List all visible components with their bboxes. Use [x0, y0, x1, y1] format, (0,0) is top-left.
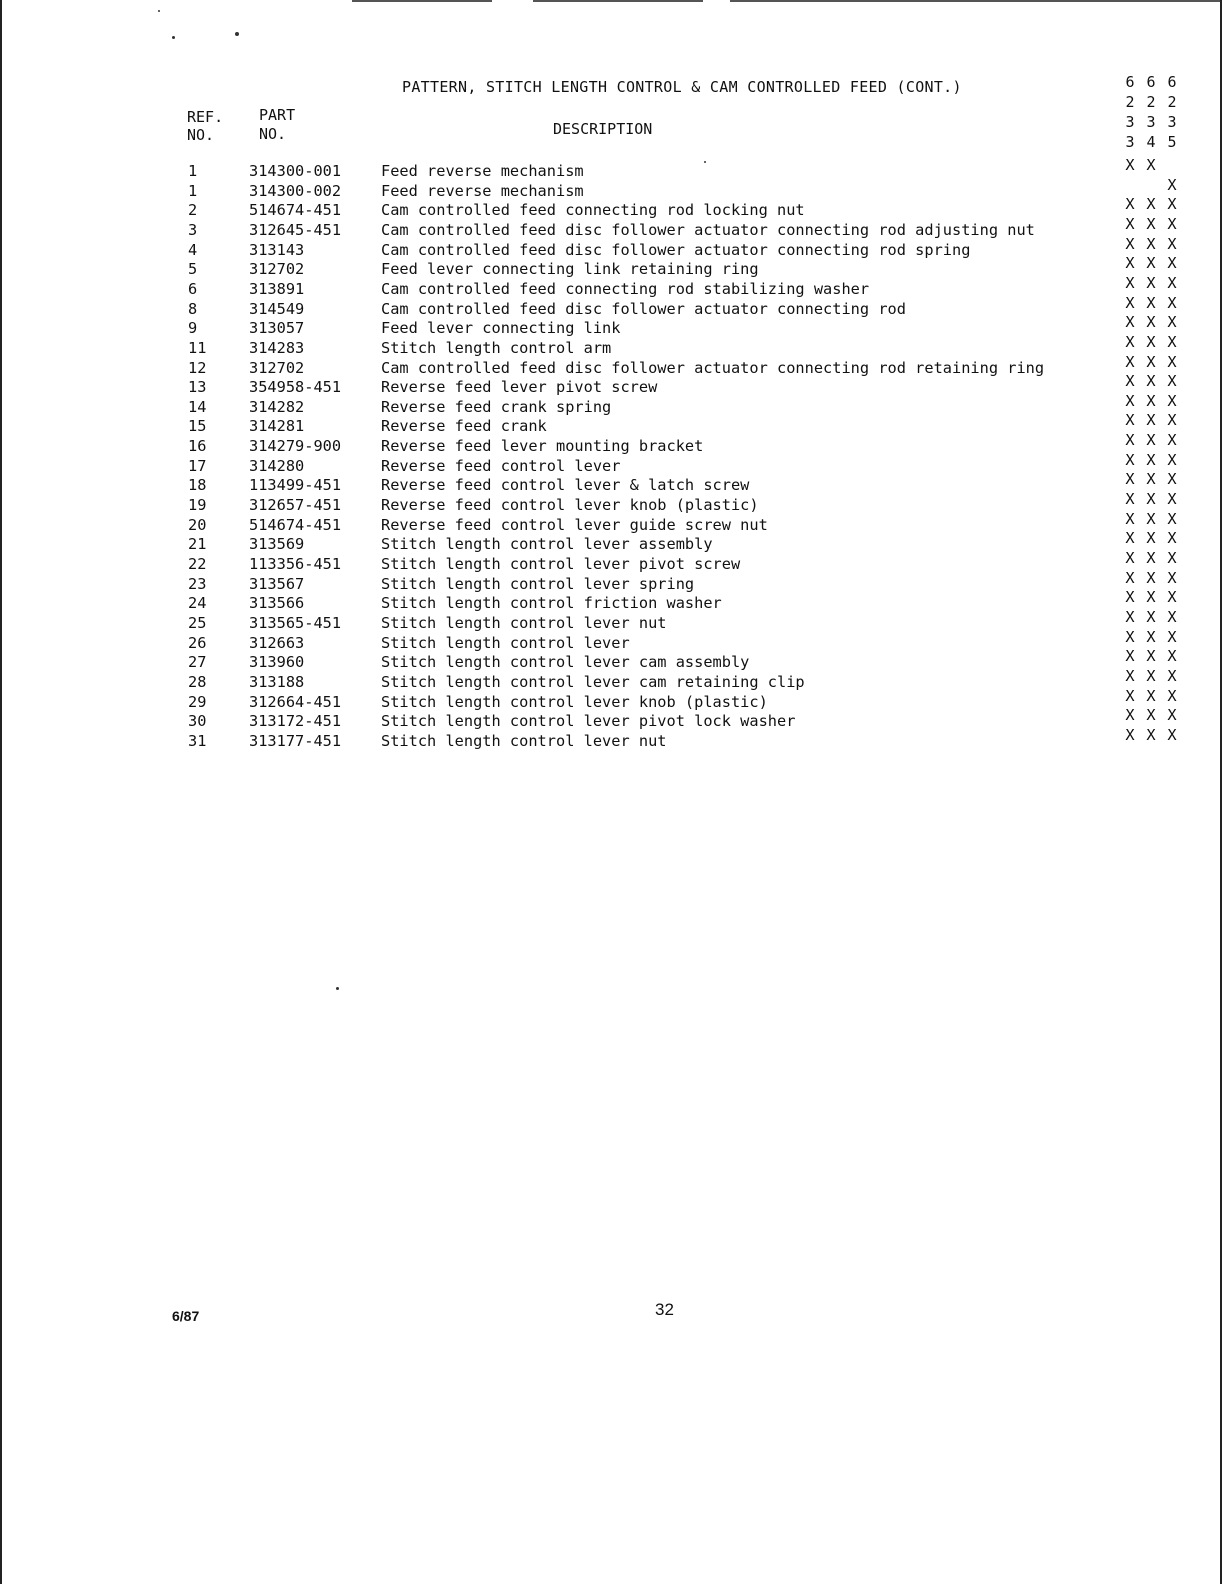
ref-number: 27	[188, 653, 207, 672]
model-applicability	[1121, 235, 1181, 253]
model-applicability	[1121, 392, 1181, 410]
part-number: 312702	[249, 358, 305, 377]
part-number: 313567	[249, 574, 305, 593]
ref-number: 4	[188, 240, 198, 259]
part-description: Cam controlled feed disc follower actuator connecting rod	[381, 299, 906, 318]
model-mark: X	[1146, 529, 1156, 548]
model-applicability	[1121, 647, 1181, 665]
ref-number: 30	[188, 712, 207, 731]
model-mark: X	[1146, 627, 1156, 646]
model-mark: X	[1125, 509, 1135, 528]
ref-number: 19	[188, 496, 207, 514]
table-row	[0, 411, 1222, 437]
model-applicability	[1121, 411, 1181, 429]
table-row	[0, 372, 1222, 398]
model-applicability	[1121, 569, 1181, 587]
part-description: Feed reverse mechanism	[381, 181, 584, 200]
model-mark: X	[1125, 725, 1135, 744]
part-number: 312645-451	[249, 220, 342, 239]
ref-number: 13	[188, 378, 207, 397]
part-number: 314300-001	[249, 162, 342, 180]
model-digit: 4	[1146, 133, 1156, 151]
model-mark: X	[1125, 666, 1135, 685]
model-mark: X	[1167, 254, 1177, 273]
part-number: 314279-900	[249, 437, 342, 456]
model-mark: X	[1146, 706, 1156, 725]
table-row	[0, 529, 1222, 555]
model-mark: X	[1167, 607, 1177, 626]
table-row	[0, 509, 1222, 536]
section-title: PATTERN, STITCH LENGTH CONTROL & CAM CONTROLLED FEED (CONT.)	[402, 78, 962, 96]
table-row	[0, 156, 1222, 182]
part-description: Cam controlled feed connecting rod locking nut	[381, 201, 805, 220]
ref-number: 23	[188, 574, 207, 593]
model-mark: X	[1125, 156, 1135, 174]
table-row	[0, 175, 1222, 202]
model-mark: X	[1125, 391, 1135, 410]
model-mark: X	[1125, 490, 1135, 508]
part-number: 312664-451	[249, 692, 342, 711]
model-mark: X	[1146, 666, 1156, 685]
part-description: Cam controlled feed disc follower actuator connecting rod retaining ring	[381, 358, 1045, 377]
model-mark: X	[1125, 431, 1135, 450]
model-mark: X	[1125, 647, 1135, 666]
model-mark: X	[1125, 352, 1135, 371]
model-mark: X	[1146, 588, 1156, 607]
ref-number: 18	[188, 476, 207, 495]
part-description: Stitch length control friction washer	[381, 594, 722, 613]
ref-number: 6	[188, 279, 198, 298]
scan-top-line	[533, 0, 703, 2]
ref-number: 17	[188, 456, 207, 475]
model-digit: 2	[1125, 93, 1135, 111]
table-row	[0, 234, 1222, 261]
model-applicability	[1121, 470, 1181, 488]
model-mark: X	[1167, 588, 1177, 607]
table-row	[0, 431, 1222, 457]
model-digit: 6	[1167, 73, 1177, 91]
model-applicability	[1121, 176, 1181, 194]
model-applicability	[1121, 313, 1181, 331]
model-digit: 3	[1167, 113, 1177, 131]
table-row	[0, 647, 1222, 673]
part-number: 313569	[249, 535, 305, 554]
model-digit: 3	[1125, 113, 1135, 131]
ref-number: 2	[188, 201, 198, 220]
model-mark	[1142, 176, 1160, 194]
part-number: 313172-451	[249, 712, 342, 731]
model-mark: X	[1146, 411, 1156, 430]
model-mark: X	[1125, 332, 1135, 351]
part-description: Stitch length control lever pivot lock washer	[381, 712, 796, 731]
ref-number: 8	[188, 299, 198, 318]
model-mark: X	[1146, 725, 1156, 744]
model-digit: 6	[1146, 73, 1156, 91]
part-description: Stitch length control lever spring	[381, 574, 695, 593]
part-number: 313891	[249, 279, 305, 298]
part-description: Stitch length control lever cam retaining clip	[381, 672, 805, 691]
model-mark: X	[1167, 490, 1177, 508]
part-description: Stitch length control lever nut	[381, 731, 667, 750]
model-mark: X	[1146, 332, 1156, 351]
model-mark: X	[1167, 391, 1177, 410]
model-mark: X	[1125, 372, 1135, 391]
model-mark: X	[1167, 725, 1177, 744]
model-mark: X	[1167, 431, 1177, 450]
part-number: 312702	[249, 260, 305, 279]
model-mark: X	[1125, 470, 1135, 489]
model-applicability	[1121, 667, 1181, 685]
part-number: 314300-002	[249, 181, 342, 200]
table-row	[0, 313, 1222, 339]
model-mark: X	[1125, 293, 1135, 312]
model-mark: X	[1167, 686, 1177, 705]
scan-speck	[172, 36, 175, 39]
model-mark: X	[1167, 293, 1177, 312]
model-digit: 3	[1125, 133, 1135, 151]
part-number: 314282	[249, 397, 305, 416]
part-description: Reverse feed control lever knob (plastic)	[381, 496, 759, 514]
model-mark: X	[1146, 254, 1156, 273]
model-mark: X	[1167, 647, 1177, 666]
model-applicability	[1121, 451, 1181, 469]
part-number: 313057	[249, 319, 305, 338]
scan-top-line	[352, 0, 492, 2]
model-mark: X	[1167, 509, 1177, 528]
model-mark: X	[1167, 411, 1177, 430]
part-number: 514674-451	[249, 515, 342, 534]
model-digit-row	[1121, 132, 1181, 152]
model-mark: X	[1146, 470, 1156, 489]
model-digit: 2	[1167, 93, 1177, 111]
model-applicability	[1121, 529, 1181, 547]
part-number: 354958-451	[249, 378, 342, 397]
part-header-line2: NO.	[259, 125, 287, 143]
part-number: 313143	[249, 240, 305, 259]
model-mark: X	[1146, 490, 1156, 508]
description-header: DESCRIPTION	[553, 120, 653, 138]
model-mark: X	[1146, 647, 1156, 666]
table-row	[0, 195, 1222, 221]
model-mark: X	[1146, 391, 1156, 410]
model-mark: X	[1167, 234, 1177, 253]
table-row	[0, 470, 1222, 496]
ref-number: 26	[188, 633, 207, 652]
model-mark: X	[1167, 568, 1177, 587]
model-mark: X	[1125, 686, 1135, 705]
model-mark: X	[1125, 195, 1135, 214]
ref-number: 1	[188, 181, 198, 200]
table-row	[0, 490, 1222, 516]
model-mark: X	[1167, 313, 1177, 332]
model-mark: X	[1167, 214, 1177, 233]
model-applicability	[1121, 510, 1181, 528]
model-mark: X	[1146, 431, 1156, 450]
model-mark: X	[1125, 627, 1135, 646]
part-number: 514674-451	[249, 201, 342, 220]
part-number: 113499-451	[249, 476, 342, 495]
ref-number: 20	[188, 515, 207, 534]
part-number: 314549	[249, 299, 305, 318]
table-row	[0, 450, 1222, 477]
part-description: Reverse feed lever mounting bracket	[381, 437, 704, 456]
model-digit-row	[1121, 112, 1181, 132]
ref-number: 24	[188, 594, 207, 613]
model-mark: X	[1146, 686, 1156, 705]
part-description: Stitch length control lever	[381, 633, 630, 652]
model-mark: X	[1146, 372, 1156, 391]
part-number: 113356-451	[249, 555, 342, 573]
ref-number: 3	[188, 220, 198, 239]
part-description: Reverse feed crank spring	[381, 397, 612, 416]
part-description: Cam controlled feed connecting rod stabilizing washer	[381, 279, 870, 298]
model-applicability	[1121, 549, 1181, 567]
ref-number: 1	[188, 162, 198, 180]
table-row	[0, 254, 1222, 280]
ref-number: 9	[188, 319, 198, 338]
model-applicability	[1121, 294, 1181, 312]
part-number: 312657-451	[249, 496, 342, 514]
model-mark: X	[1125, 411, 1135, 430]
model-mark: X	[1167, 352, 1177, 371]
ref-number: 16	[188, 437, 207, 456]
model-mark: X	[1167, 195, 1177, 214]
ref-number: 21	[188, 535, 207, 554]
model-mark: X	[1167, 549, 1177, 567]
ref-number: 5	[188, 260, 198, 279]
ref-number: 31	[188, 731, 207, 750]
revision-date: 6/87	[172, 1308, 200, 1324]
model-mark: X	[1125, 529, 1135, 548]
part-description: Reverse feed control lever	[381, 456, 621, 475]
model-mark: X	[1167, 450, 1177, 469]
model-mark: X	[1125, 234, 1135, 253]
model-applicability	[1121, 687, 1181, 705]
model-mark: X	[1146, 313, 1156, 332]
model-mark: X	[1146, 234, 1156, 253]
model-applicability	[1121, 490, 1181, 508]
model-digit: 2	[1146, 93, 1156, 111]
model-mark: X	[1146, 293, 1156, 312]
scan-speck	[158, 10, 160, 12]
part-description: Feed lever connecting link retaining ring	[381, 260, 759, 279]
part-number: 314280	[249, 456, 305, 475]
model-applicability	[1121, 156, 1181, 174]
model-mark: X	[1167, 175, 1177, 194]
part-description: Reverse feed lever pivot screw	[381, 378, 658, 397]
model-applicability	[1121, 588, 1181, 606]
ref-number: 25	[188, 613, 207, 632]
part-number: 313188	[249, 672, 305, 691]
model-applicability	[1121, 274, 1181, 292]
model-mark: X	[1125, 313, 1135, 332]
model-mark	[1163, 156, 1181, 174]
table-row	[0, 332, 1222, 359]
model-applicability	[1121, 333, 1181, 351]
table-row	[0, 293, 1222, 320]
model-mark: X	[1125, 588, 1135, 607]
model-mark: X	[1167, 273, 1177, 292]
table-row	[0, 607, 1222, 634]
part-number: 313177-451	[249, 731, 342, 750]
table-row	[0, 706, 1222, 732]
table-row	[0, 391, 1222, 418]
model-mark: X	[1167, 529, 1177, 548]
part-description: Stitch length control lever nut	[381, 613, 667, 632]
part-description: Stitch length control lever pivot screw	[381, 555, 741, 573]
model-mark: X	[1146, 549, 1156, 567]
part-description: Reverse feed control lever & latch screw	[381, 476, 750, 495]
model-mark	[1121, 176, 1139, 194]
model-applicability	[1121, 706, 1181, 724]
model-applicability	[1121, 195, 1181, 213]
model-mark: X	[1125, 706, 1135, 725]
part-description: Stitch length control lever assembly	[381, 535, 713, 554]
ref-header-line2: NO.	[187, 126, 215, 144]
model-mark: X	[1125, 549, 1135, 567]
model-applicability	[1121, 215, 1181, 233]
part-description: Stitch length control lever cam assembly	[381, 653, 750, 672]
model-mark: X	[1125, 214, 1135, 233]
model-mark: X	[1167, 470, 1177, 489]
model-mark: X	[1146, 450, 1156, 469]
table-row	[0, 214, 1222, 241]
ref-number: 11	[188, 338, 207, 357]
model-mark: X	[1167, 666, 1177, 685]
model-mark: X	[1167, 372, 1177, 391]
ref-number: 28	[188, 672, 207, 691]
model-mark: X	[1146, 156, 1156, 174]
model-applicability	[1121, 726, 1181, 744]
part-description: Feed lever connecting link	[381, 319, 621, 338]
model-mark: X	[1146, 273, 1156, 292]
model-mark: X	[1146, 607, 1156, 626]
model-mark: X	[1125, 254, 1135, 273]
table-row	[0, 352, 1222, 379]
part-number: 312663	[249, 633, 305, 652]
part-description: Reverse feed crank	[381, 417, 547, 436]
model-digit: 6	[1125, 73, 1135, 91]
scan-speck	[235, 32, 239, 36]
part-number: 314283	[249, 338, 305, 357]
scan-top-line	[730, 0, 1220, 2]
model-mark: X	[1146, 352, 1156, 371]
model-mark: X	[1125, 450, 1135, 469]
model-mark: X	[1146, 509, 1156, 528]
model-applicability	[1121, 353, 1181, 371]
part-number: 313566	[249, 594, 305, 613]
model-applicability	[1121, 431, 1181, 449]
model-applicability	[1121, 372, 1181, 390]
ref-number: 29	[188, 692, 207, 711]
model-mark: X	[1167, 706, 1177, 725]
table-row	[0, 627, 1222, 654]
table-row	[0, 588, 1222, 614]
ref-header-line1: REF.	[187, 108, 224, 126]
model-mark: X	[1125, 273, 1135, 292]
table-row	[0, 725, 1222, 752]
model-mark: X	[1167, 627, 1177, 646]
model-digit: 3	[1146, 113, 1156, 131]
part-description: Reverse feed control lever guide screw nut	[381, 515, 768, 534]
model-mark: X	[1146, 195, 1156, 214]
model-applicability	[1121, 254, 1181, 272]
page-number: 32	[655, 1300, 674, 1319]
part-number: 314281	[249, 417, 305, 436]
model-applicability	[1121, 628, 1181, 646]
ref-number: 15	[188, 417, 207, 436]
ref-number: 22	[188, 555, 207, 573]
model-applicability	[1121, 608, 1181, 626]
ref-number: 14	[188, 397, 207, 416]
model-digit-row	[1121, 72, 1181, 92]
part-number: 313565-451	[249, 613, 342, 632]
model-number-header	[1121, 72, 1181, 152]
model-digit: 5	[1167, 133, 1177, 151]
part-description: Stitch length control arm	[381, 338, 612, 357]
part-number: 313960	[249, 653, 305, 672]
table-row	[0, 273, 1222, 300]
model-mark: X	[1167, 332, 1177, 351]
model-mark: X	[1146, 214, 1156, 233]
scan-speck	[336, 987, 339, 990]
ref-number: 12	[188, 358, 207, 377]
table-row	[0, 686, 1222, 713]
part-header-line1: PART	[259, 106, 296, 124]
part-description: Cam controlled feed disc follower actuator connecting rod adjusting nut	[381, 220, 1035, 239]
model-mark: X	[1146, 568, 1156, 587]
part-description: Feed reverse mechanism	[381, 162, 584, 180]
model-mark: X	[1125, 568, 1135, 587]
table-row	[0, 549, 1222, 575]
model-mark: X	[1125, 607, 1135, 626]
table-row	[0, 666, 1222, 693]
part-description: Stitch length control lever knob (plastic)	[381, 692, 768, 711]
part-description: Cam controlled feed disc follower actuator connecting rod spring	[381, 240, 971, 259]
model-digit-row	[1121, 92, 1181, 112]
table-row	[0, 568, 1222, 595]
